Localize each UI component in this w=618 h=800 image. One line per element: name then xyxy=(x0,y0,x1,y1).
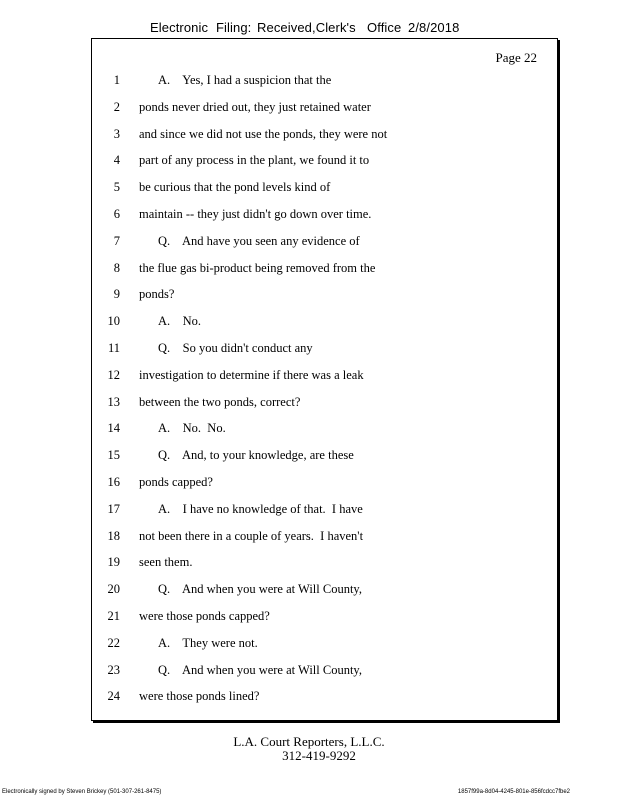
transcript-line xyxy=(92,71,557,89)
line-number: 18 xyxy=(107,528,120,543)
line-number: 9 xyxy=(113,287,120,302)
line-number: 6 xyxy=(113,207,120,221)
line-text: Q. And when you were at Will County, xyxy=(158,662,362,677)
transcript-page xyxy=(91,38,558,721)
line-number: 24 xyxy=(107,689,120,704)
line-number: 3 xyxy=(113,126,120,141)
line-number: 5 xyxy=(113,180,120,195)
line-text: were those ponds capped? xyxy=(139,609,270,623)
line-text: be curious that the pond levels kind of xyxy=(139,180,331,195)
line-number: 13 xyxy=(107,394,120,409)
line-text: Q. And, to your knowledge, are these xyxy=(158,448,354,463)
filing-office: Office xyxy=(367,20,402,35)
line-number: 12 xyxy=(107,367,120,382)
line-text: ponds never dried out, they just retained water xyxy=(139,99,371,114)
document-id: 1857f99a-8d04-4245-801e-856fcdcc7fbe2 xyxy=(457,789,570,795)
line-text: maintain -- they just didn't go down over time. xyxy=(139,207,372,221)
line-number: 8 xyxy=(113,260,120,275)
line-number: 16 xyxy=(107,475,120,489)
line-text: ponds? xyxy=(139,287,175,302)
transcript-line xyxy=(92,500,557,518)
transcript-line xyxy=(92,553,557,571)
line-number: 1 xyxy=(113,73,120,87)
line-text: A. They were not. xyxy=(158,635,258,650)
line-number: 21 xyxy=(107,609,120,623)
line-text: A. Yes, I had a suspicion that the xyxy=(158,73,332,87)
line-text: not been there in a couple of years. I haven't xyxy=(139,528,364,543)
transcript-line xyxy=(92,419,557,437)
transcript-line xyxy=(92,393,557,411)
line-number: 17 xyxy=(107,501,120,516)
filing-filing: Filing: xyxy=(216,20,252,35)
line-number: 19 xyxy=(107,555,120,570)
transcript-line xyxy=(92,446,557,464)
transcript-line xyxy=(92,259,557,277)
line-text: ponds capped? xyxy=(139,475,213,489)
page-number: Page 22 xyxy=(495,50,537,65)
transcript-line xyxy=(92,98,557,116)
line-text: seen them. xyxy=(139,555,193,570)
line-number: 10 xyxy=(107,314,120,329)
line-text: Q. So you didn't conduct any xyxy=(158,341,313,355)
transcript-line xyxy=(92,607,557,625)
transcript-line xyxy=(92,339,557,357)
line-text: the flue gas bi-product being removed from the xyxy=(139,260,376,275)
filing-received: Received,Clerk's xyxy=(257,20,356,35)
transcript-line xyxy=(92,285,557,303)
footer xyxy=(0,735,618,763)
transcript-line xyxy=(92,151,557,169)
transcript-line xyxy=(92,312,557,330)
filing-electronic: Electronic xyxy=(150,20,209,35)
transcript-line xyxy=(92,178,557,196)
line-number: 14 xyxy=(107,421,120,436)
line-number: 4 xyxy=(113,153,120,168)
line-text: A. I have no knowledge of that. I have xyxy=(158,501,363,516)
transcript-line xyxy=(92,125,557,143)
line-text: A. No. xyxy=(158,314,202,329)
line-text: investigation to determine if there was a leak xyxy=(139,367,364,382)
line-text: A. No. No. xyxy=(158,421,226,436)
line-text: were those ponds lined? xyxy=(139,689,260,704)
transcript-line xyxy=(92,205,557,223)
line-text: between the two ponds, correct? xyxy=(139,394,301,409)
filing-date: 2/8/2018 xyxy=(408,20,460,35)
transcript-line xyxy=(92,232,557,250)
transcript-line xyxy=(92,473,557,491)
filing-stamp-header xyxy=(150,20,459,35)
line-number: 15 xyxy=(107,448,120,463)
line-number: 23 xyxy=(107,662,120,677)
transcript-line xyxy=(92,661,557,679)
transcript-line xyxy=(92,634,557,652)
footer-phone: 312-419-9292 xyxy=(282,748,356,763)
line-number: 7 xyxy=(113,233,120,248)
electronic-signature: Electronically signed by Steven Brickey (501-307-261-8475) xyxy=(2,789,162,795)
line-number: 11 xyxy=(107,341,120,355)
line-text: part of any process in the plant, we found it to xyxy=(139,153,370,168)
line-number: 22 xyxy=(107,635,120,650)
transcript-line xyxy=(92,527,557,545)
line-text: and since we did not use the ponds, they were not xyxy=(139,126,388,141)
line-number: 20 xyxy=(107,582,120,597)
line-text: Q. And have you seen any evidence of xyxy=(158,233,360,248)
line-number: 2 xyxy=(113,99,120,114)
line-text: Q. And when you were at Will County, xyxy=(158,582,362,597)
footer-company: L.A. Court Reporters, L.L.C. xyxy=(233,734,385,749)
transcript-line xyxy=(92,366,557,384)
transcript-line xyxy=(92,687,557,705)
transcript-line xyxy=(92,580,557,598)
